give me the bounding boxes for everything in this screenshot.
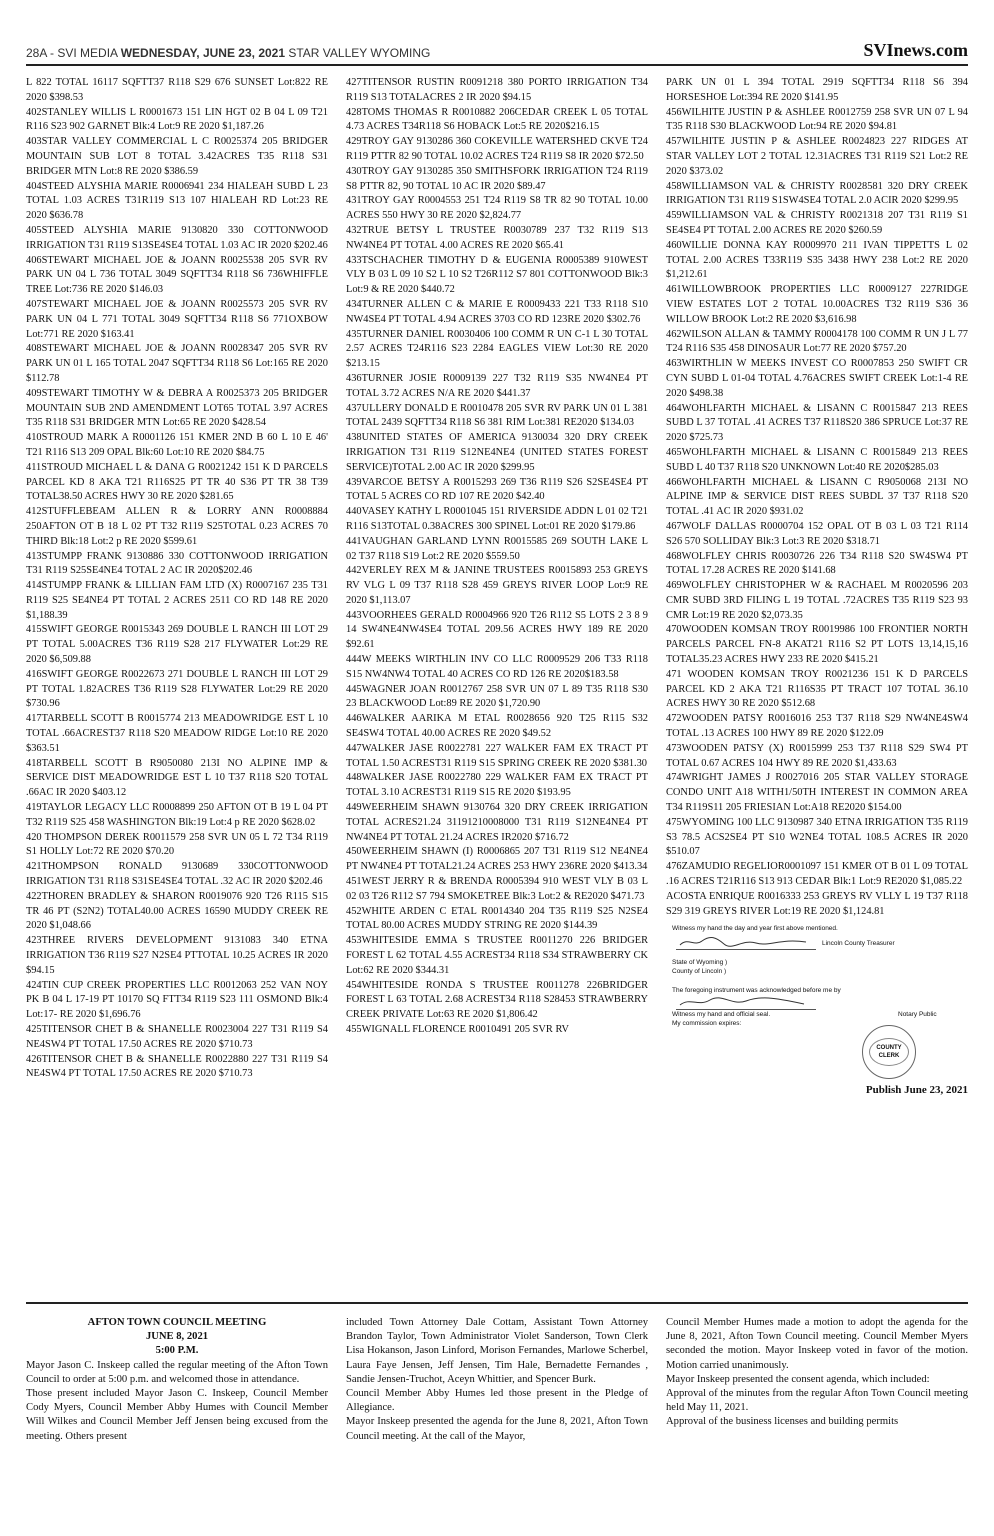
tax-notice-entry: 422THOREN BRADLEY & SHARON R0019076 920 T26 R115 S15 TR 46 PT (S2N2) TOTAL40.00 ACRES 16590 MUDDY CREEK RE 2020 $1,048.66 — [26, 890, 328, 932]
tax-notice-entry: 409STEWART TIMOTHY W & DEBRA A R0025373 205 BRIDGER MOUNTAIN SUB 2ND AMENDMENT LOT65 TOTAL 3.97 ACRES T35 R118 S31 BRIDGER MTN Lot:65 RE 2020 $428.54 — [26, 387, 328, 429]
tax-notice-entry: 410STROUD MARK A R0001126 151 KMER 2ND B 60 L 10 E 46' T21 R116 S13 209 OPAL Blk:60 Lot:10 RE 2020 $84.75 — [26, 432, 328, 458]
tax-notice-entry: 411STROUD MICHAEL L & DANA G R0021242 151 K D PARCELS PARCEL KD 8 AKA T21 R116S25 PT TR 40 S36 PT TR 38 T39 TOTAL38.50 ACRES HWY 30 RE 2020 $281.65 — [26, 461, 328, 503]
tax-notice-entry: 473WOODEN PATSY (X) R0015999 253 T37 R118 S29 SW4 PT TOTAL 0.67 ACRES 104 HWY 89 RE 2020 $1,433.63 — [666, 742, 968, 769]
certificate-acknowledged: The foregoing instrument was acknowledged before me by — [672, 987, 841, 995]
treasurer-certificate — [666, 925, 966, 1075]
tax-notice-entry: 430TROY GAY 9130285 350 SMITHSFORK IRRIGATION T24 R119 S8 PTTR 82, 90 TOTAL 10 AC IR 2020 $89.47 — [346, 165, 648, 192]
tax-notice-entry: 443VOORHEES GERALD R0004966 920 T26 R112 S5 LOTS 2 3 8 9 14 SW4NE4NW4SE4 TOTAL 209.56 ACRES HWY 189 RE 2020 $92.61 — [346, 609, 648, 651]
tax-notice-entry: 467WOLF DALLAS R0000704 152 OPAL OT B 03 L 03 T21 R114 S26 570 SOLLIDAY Blk:3 Lot:3 RE 2020 $318.71 — [666, 520, 968, 547]
tax-notice-entry: 423THREE RIVERS DEVELOPMENT 9131083 340 ETNA IRRIGATION T36 R119 S27 N2SE4 PTTOTAL 10.25 ACRES IR 2020 $94.15 — [26, 935, 328, 976]
tax-notice-entry: 433TSCHACHER TIMOTHY D & EUGENIA R0005389 910WEST VLY B 03 L 09 10 S2 L 10 S2 T26R112 S7 801 COTTONWOOD Blk:3 Lot:9 & RE 2020 $440.72 — [346, 254, 648, 296]
tax-notice-entry: 448WALKER JASE R0022780 229 WALKER FAM EX TRACT PT TOTAL 3.10 ACREST31 R119 S15 RE 2020 $193.95 — [346, 772, 648, 799]
tax-notice-entry: 417TARBELL SCOTT B R0015774 213 MEADOWRIDGE EST L 10 TOTAL .66ACREST37 R118 S20 MEADOW RIDGE Lot:10 RE 2020 $363.51 — [26, 713, 328, 754]
tax-notice-entry: ACOSTA ENRIQUE R0016333 253 GREYS RV VLLY L 19 T37 R118 S29 319 GREYS RIVER Lot:19 RE 2020 $1,124.81 — [666, 890, 968, 917]
tax-notice-entry: 429TROY GAY 9130286 360 COKEVILLE WATERSHED CKVE T24 R119 PTTR 82 90 TOTAL 10.02 ACRES T24 R119 S8 IR 2020 $72.50 — [346, 136, 648, 162]
tax-notice-entry: 419TAYLOR LEGACY LLC R0008899 250 AFTON OT B 19 L 04 PT T32 R119 S25 458 WASHINGTON Blk:19 Lot:4 p RE 2020 $628.02 — [26, 802, 328, 828]
minutes-paragraph: Approval of the business licenses and building permits — [666, 1416, 899, 1428]
header-site-logo: SVInews.com — [863, 40, 968, 60]
minutes-paragraph: Mayor Jason C. Inskeep called the regular meeting of the Afton Town Council to order at 5:00 p.m. and welcomed those in attendance. — [26, 1359, 328, 1385]
notice-column-2 — [346, 76, 648, 1292]
tax-notice-entry: L 822 TOTAL 16117 SQFTT37 R118 S29 676 SUNSET Lot:822 RE 2020 $398.53 — [26, 77, 328, 103]
tax-notice-entry: 471 WOODEN KOMSAN TROY R0021236 151 K D PARCELS PARCEL KD 2 AKA T21 R116S35 PT TRACT 107 TOTAL 36.10 ACRES HWY 30 RE 2020 $512.68 — [666, 668, 968, 710]
meeting-time: 5:00 P.M. — [155, 1345, 199, 1357]
publish-date: Publish June 23, 2021 — [865, 1084, 968, 1097]
tax-notice-entry: 439VARCOE BETSY A R0015293 269 T36 R119 S26 S2SE4SE4 PT TOTAL 5 ACRES CO RD 107 RE 2020 $42.40 — [346, 476, 648, 503]
certificate-commission: My commission expires: — [672, 1020, 742, 1028]
certificate-notary: Notary Public — [898, 1011, 937, 1019]
tax-notice-entry: 455WIGNALL FLORENCE R0010491 205 SVR RV — [346, 1024, 570, 1035]
tax-notice-entry: 458WILLIAMSON VAL & CHRISTY R0028581 320 DRY CREEK IRRIGATION T31 R119 S1SW4SE4 TOTAL 2.0 ACIR 2020 $299.95 — [666, 180, 968, 207]
tax-notice-entry: 427TITENSOR RUSTIN R0091218 380 PORTO IRRIGATION T34 R119 S13 TOTALACRES 2 IR 2020 $94.15 — [346, 77, 648, 103]
tax-notice-entry: 438UNITED STATES OF AMERICA 9130034 320 DRY CREEK IRRIGATION T31 R119 S12NE4NE4 (UNITED STATES FOREST SERVICE)TOTAL 2.00 AC IR 2020 $299.95 — [346, 432, 648, 473]
tax-notice-entry: 442VERLEY REX M & JANINE TRUSTEES R0015893 253 GREYS RV VLG L 09 T37 R118 S28 459 GREYS RIVER LOOP Lot:9 RE 2020 $1,113.07 — [346, 565, 648, 606]
tax-notice-entry: 475WYOMING 100 LLC 9130987 340 ETNA IRRIGATION T35 R119 S3 78.5 ACS2SE4 PT S10 W2NE4 TOTAL 108.5 ACRES IR 2020 $510.07 — [666, 816, 968, 858]
tax-notice-entry: 418TARBELL SCOTT B R9050080 213I NO ALPINE IMP & SERVICE DIST MEADOWRIDGE EST L 10 T37 R118 S20 TOTAL .66AC IR 2020 $403.12 — [26, 757, 328, 799]
tax-notice-entry: 426TITENSOR CHET B & SHANELLE R0022880 227 T31 R119 S4 NE4SW4 PT TOTAL 17.50 ACRES RE 2020 $710.73 — [26, 1053, 328, 1080]
tax-notice-entry: 462WILSON ALLAN & TAMMY R0004178 100 COMM R UN J L 77 T24 R116 S35 458 DINOSAUR Lot:77 RE 2020 $757.20 — [666, 328, 968, 355]
tax-notice-entry: 431TROY GAY R0004553 251 T24 R119 S8 TR 82 90 TOTAL 10.00 ACRES 550 HWY 30 RE 2020 $2,824.77 — [346, 195, 648, 222]
certificate-treasurer: Lincoln County Treasurer — [822, 940, 895, 948]
tax-notice-entry: 466WOHLFARTH MICHAEL & LISANN C R9050068 213I NO ALPINE IMP & SERVICE DIST REES SUBDL 37 T37 R118 S20 TOTAL .41 AC IR 2020 $931.02 — [666, 476, 968, 518]
header-left — [26, 46, 430, 60]
tax-notice-entry: 432TRUE BETSY L TRUSTEE R0030789 237 T32 R119 S13 NW4NE4 PT TOTAL 4.00 ACRES RE 2020 $65.41 — [346, 224, 648, 251]
signature-scribble-icon — [676, 995, 816, 1009]
tax-notice-entry: 403STAR VALLEY COMMERCIAL L C R0025374 205 BRIDGER MOUNTAIN SUB LOT 8 TOTAL 3.42ACRES T35 R118 S31 BRIDGER MTN Lot:8 RE 2020 $386.59 — [26, 136, 328, 177]
minutes-paragraph: Council Member Abby Humes led those present in the Pledge of Allegiance. — [346, 1388, 648, 1414]
tax-notice-entry: 437ULLERY DONALD E R0010478 205 SVR RV PARK UN 01 L 381 TOTAL 2439 SQFTT34 R118 S6 381 RIM Lot:381 RE2020 $134.03 — [346, 402, 648, 429]
tax-notice-entry: 446WALKER AARIKA M ETAL R0028656 920 T25 R115 S32 SE4SW4 TOTAL 40.00 ACRES RE 2020 $49.52 — [346, 713, 648, 740]
tax-notice-entry: 451WEST JERRY R & BRENDA R0005394 910 WEST VLY B 03 L 02 03 T26 R112 S7 794 SMOKETREE Blk:3 Lot:2 & RE2020 $471.73 — [346, 876, 648, 902]
tax-notice-entry: 453WHITESIDE EMMA S TRUSTEE R0011270 226 BRIDGER FOREST L 62 TOTAL 4.55 ACREST34 R118 S34 STRAWBERRY CK Lot:62 RE 2020 $344.31 — [346, 935, 648, 976]
tax-notice-entry: 428TOMS THOMAS R R0010882 206CEDAR CREEK L 05 TOTAL 4.73 ACRES T34R118 S6 HOBACK Lot:5 RE 2020$216.15 — [346, 106, 648, 133]
tax-notice-entry: 434TURNER ALLEN C & MARIE E R0009433 221 T33 R118 S10 NW4SE4 PT TOTAL 4.94 ACRES 3703 CO RD 123RE 2020 $302.76 — [346, 298, 648, 325]
tax-notice-entry: 436TURNER JOSIE R0009139 227 T32 R119 S35 NW4NE4 PT TOTAL 3.72 ACRES N/A RE 2020 $441.37 — [346, 372, 648, 399]
tax-notice-entry: 405STEED ALYSHIA MARIE 9130820 330 COTTONWOOD IRRIGATION T31 R119 S13SE4SE4 TOTAL 1.03 AC IR 2020 $202.46 — [26, 224, 328, 251]
tax-notice-entry: 447WALKER JASE R0022781 227 WALKER FAM EX TRACT PT TOTAL 1.50 ACREST31 R119 S15 SPRING CREEK RE 2020 $381.30 — [346, 742, 648, 769]
tax-notice-entry: 412STUFFLEBEAM ALLEN R & LORRY ANN R0008884 250AFTON OT B 18 L 02 PT T32 R119 S25TOTAL 0.23 ACRES 70 THIRD Blk:18 Lot:2 p RE 2020 $599.61 — [26, 506, 328, 547]
tax-notice-entry: 472WOODEN PATSY R0016016 253 T37 R118 S29 NW4NE4SW4 TOTAL .13 ACRES 100 HWY 89 RE 2020 $122.09 — [666, 713, 968, 740]
tax-notice-entry: 425TITENSOR CHET B & SHANELLE R0023004 227 T31 R119 S4 NE4SW4 PT TOTAL 17.50 ACRES RE 2020 $710.73 — [26, 1024, 328, 1050]
tax-notice-entry: 459WILLIAMSON VAL & CHRISTY R0021318 207 T31 R119 S1 SE4SE4 PT TOTAL 2.00 ACRES RE 2020 $260.59 — [666, 210, 968, 236]
header-date: WEDNESDAY, JUNE 23, 2021 — [120, 46, 286, 60]
tax-notice-entry: 413STUMPP FRANK 9130886 330 COTTONWOOD IRRIGATION T31 R119 S25SE4NE4 TOTAL 2 AC IR 2020$202.46 — [26, 550, 328, 577]
notice-column-1 — [26, 76, 328, 1292]
meeting-title: AFTON TOWN COUNCIL MEETING — [87, 1317, 267, 1328]
minutes-column-2 — [346, 1316, 648, 1526]
certificate-official-seal: Witness my hand and official seal. — [672, 1011, 771, 1019]
minutes-paragraph: Mayor Inskeep presented the consent agenda, which included: — [666, 1373, 930, 1385]
minutes-paragraph: Approval of the minutes from the regular Afton Town Council meeting held May 11, 2021. — [666, 1388, 968, 1414]
minutes-column-1 — [26, 1316, 328, 1526]
tax-notice-entry: 444W MEEKS WIRTHLIN INV CO LLC R0009529 206 T33 R118 S15 NW4NW4 TOTAL 40 ACRES CO RD 126 RE 2020$183.58 — [346, 654, 648, 680]
tax-notice-entry: 406STEWART MICHAEL JOE & JOANN R0025538 205 SVR RV PARK UN 04 L 736 TOTAL 3049 SQFTT34 R118 S6 736WHIFFLE TREE Lot:736 RE 2020 $146.03 — [26, 254, 328, 296]
tax-notice-entry: 469WOLFLEY CHRISTOPHER W & RACHAEL M R0020596 203 CMR SUBD 3RD FILING L 19 TOTAL .72ACRES T35 R119 S23 93 CMR Lot:19 RE 2020 $2,073.35 — [666, 580, 968, 621]
tax-notice-entry: 461WILLOWBROOK PROPERTIES LLC R0009127 227RIDGE VIEW ESTATES LOT 2 TOTAL 10.00ACRES T32 R119 S36 36 WILLOW BROOK Lot:2 RE 2020 $3,616.98 — [666, 284, 968, 325]
tax-notice-entry: 415SWIFT GEORGE R0015343 269 DOUBLE L RANCH III LOT 29 PT TOTAL 5.00ACRES T36 R119 S28 217 FLYWATER Lot:29 RE 2020 $6,509.88 — [26, 624, 328, 666]
tax-notice-entry: 474WRIGHT JAMES J R0027016 205 STAR VALLEY STORAGE CONDO UNIT A18 WITH1/50TH INTEREST IN COMMON AREA T34 R119S11 205 FRIESIAN Lot:A18 RE2020 $154.00 — [666, 772, 968, 814]
tax-notice-entry: 420 THOMPSON DEREK R0011579 258 SVR UN 05 L 72 T34 R119 S1 HOLLY Lot:72 RE 2020 $70.20 — [26, 831, 328, 858]
tax-notice-entry: 424TIN CUP CREEK PROPERTIES LLC R0012063 252 VAN NOY PK B 04 L 17-19 PT 10170 SQ FTT34 R119 S23 111 OSMOND Blk:4 Lot:17- RE 2020 $1,696.76 — [26, 979, 328, 1021]
tax-notice-entry: 449WEERHEIM SHAWN 9130764 320 DRY CREEK IRRIGATION TOTAL ACRES21.24 31191210008000 T31 R119 S12NE4NE4 PT NW4NE4 PT TOTAL 21.24 ACRES IR2020 $716.72 — [346, 802, 648, 843]
tax-notice-entry: 470WOODEN KOMSAN TROY R0019986 100 FRONTIER NORTH PARCELS PARCEL FN-8 AKAT21 R116 S2 PT LOTS 13,14,15,16 TOTAL35.23 ACRES HWY 233 RE 2020 $415.21 — [666, 624, 968, 666]
tax-notice-entry: 414STUMPP FRANK & LILLIAN FAM LTD (X) R0007167 235 T31 R119 S25 SE4NE4 PT TOTAL 2 ACRES 2511 CO RD 148 RE 2020 $1,188.39 — [26, 580, 328, 621]
minutes-paragraph: Mayor Inskeep presented the agenda for the June 8, 2021, Afton Town Council meeting. At the call of the Mayor, — [346, 1416, 648, 1442]
minutes-paragraph: Those present included Mayor Jason C. Inskeep, Council Member Cody Myers, Council Member Abby Humes with Council Member Will Wilkes and Council Member Jeff Jensen being excused from the meeting. Others present — [26, 1388, 328, 1442]
tax-notice-entry: 441VAUGHAN GARLAND LYNN R0015585 269 SOUTH LAKE L 02 T37 R118 S19 Lot:2 RE 2020 $559.50 — [346, 535, 648, 562]
county-seal-icon — [862, 1025, 916, 1079]
tax-notice-entry: 476ZAMUDIO REGELIOR0001097 151 KMER OT B 01 L 09 TOTAL .16 ACRES T21R116 S13 913 CEDAR Blk:1 Lot:9 RE2020 $1,085.22 — [666, 861, 968, 888]
tax-notice-entry: 460WILLIE DONNA KAY R0009970 211 IVAN TIPPETTS L 02 TOTAL 2.00 ACRES T33R119 S35 3438 HWY 238 Lot:2 RE 2020 $1,212.61 — [666, 239, 968, 281]
notice-column-3 — [666, 76, 968, 1292]
tax-notice-entry: 408STEWART MICHAEL JOE & JOANN R0028347 205 SVR RV PARK UN 01 L 165 TOTAL 2047 SQFTT34 R118 S6 Lot:165 RE 2020 $112.78 — [26, 343, 328, 384]
tax-notice-entry: 464WOHLFARTH MICHAEL & LISANN C R0015847 213 REES SUBD L 37 TOTAL .41 ACRES T37 R118S20 386 SPRUCE Lot:37 RE 2020 $725.73 — [666, 402, 968, 444]
tax-notice-entry: 435TURNER DANIEL R0030406 100 COMM R UN C-1 L 30 TOTAL 2.57 ACRES T24R116 S23 2284 EAGLES VIEW Lot:30 RE 2020 $213.15 — [346, 328, 648, 370]
tax-notice-entry: 463WIRTHLIN W MEEKS INVEST CO R0007853 250 SWIFT CR CYN SUBD L 01-04 TOTAL 4.76ACRES SWIFT CREEK Lot:1-4 RE 2020 $498.38 — [666, 358, 968, 399]
tax-notice-entry: 407STEWART MICHAEL JOE & JOANN R0025573 205 SVR RV PARK UN 04 L 771 TOTAL 3049 SQFTT34 R118 S6 771OXBOW Lot:771 RE 2020 $163.41 — [26, 298, 328, 340]
tax-notice-entry: PARK UN 01 L 394 TOTAL 2919 SQFTT34 R118 S6 394 HORSESHOE Lot:394 RE 2020 $141.95 — [666, 77, 968, 103]
tax-notice-entry: 404STEED ALYSHIA MARIE R0006941 234 HIALEAH SUBD L 23 TOTAL 1.03 ACRES T31R119 S13 107 HIALEAH RD Lot:23 RE 2020 $636.78 — [26, 180, 328, 222]
minutes-paragraph: Council Member Humes made a motion to adopt the agenda for the June 8, 2021, Afton Town Council meeting. Council Member Myers seconded the motion. Mayor Inskeep voted in favor of the motion. Motion carried unanimously. — [666, 1317, 968, 1371]
treasurer-signature — [676, 935, 816, 950]
tax-notice-entry: 457WILHITE JUSTIN P & ASHLEE R0024823 227 RIDGES AT STAR VALLEY LOT 2 TOTAL 12.31ACRES T31 R119 S21 Lot:2 RE 2020 $373.02 — [666, 136, 968, 177]
header-section: 28A - SVI MEDIA — [26, 46, 118, 60]
tax-notice-entry: 445WAGNER JOAN R0012767 258 SVR UN 07 L 89 T35 R118 S30 23 BLACKWOOD Lot:89 RE 2020 $1,720.90 — [346, 683, 648, 710]
tax-notice-entry: 452WHITE ARDEN C ETAL R0014340 204 T35 R119 S25 N2SE4 TOTAL 80.00 ACRES MUDDY STRING RE 2020 $144.39 — [346, 905, 648, 932]
tax-notice-entry: 456WILHITE JUSTIN P & ASHLEE R0012759 258 SVR UN 07 L 94 T35 R118 S30 BLACKWOOD Lot:94 RE 2020 $94.81 — [666, 106, 968, 133]
afton-town-council-minutes — [26, 1316, 968, 1526]
tax-notice-entry: 454WHITESIDE RONDA S TRUSTEE R0011278 226BRIDGER FOREST L 63 TOTAL 2.68 ACREST34 R118 S28453 STRAWBERRY CREEK PRIVATE Lot:63 RE 2020 $1,806.42 — [346, 979, 648, 1021]
meeting-date: JUNE 8, 2021 — [145, 1331, 209, 1343]
seal-label: COUNTY CLERK — [869, 1038, 909, 1066]
acknowledger-signature — [676, 995, 816, 1010]
notice-column-3-list — [666, 76, 968, 919]
minutes-paragraph: included Town Attorney Dale Cottam, Assistant Town Attorney Brandon Taylor, Town Administrator Violet Sanderson, Town Clerk Lisa Hokanson, Jason Linford, Morison Fernandes, Marlowe Scherbel, Laura Faye Jensen, Jeff Jensen, Tim Hale, Bernadette Fernandes , Sandie Jensen-Truchot, Aceyn Whittier, and Spencer Burk. — [346, 1317, 648, 1385]
tax-notice-entry: 416SWIFT GEORGE R0022673 271 DOUBLE L RANCH III LOT 29 PT TOTAL 1.82ACRES T36 R119 S28 FLYWATER Lot:29 RE 2020 $730.96 — [26, 668, 328, 710]
signature-scribble-icon — [676, 935, 816, 949]
section-divider — [26, 1302, 968, 1304]
page-header — [26, 40, 968, 66]
tax-notice-entry: 421THOMPSON RONALD 9130689 330COTTONWOOD IRRIGATION T31 R118 S31SE4SE4 TOTAL .32 AC IR 2020 $202.46 — [26, 861, 328, 888]
tax-notice-entry: 465WOHLFARTH MICHAEL & LISANN C R0015849 213 REES SUBD L 40 T37 R118 S20 UNKNOWN Lot:40 RE 2020$285.03 — [666, 446, 968, 473]
tax-notice-entry: 450WEERHEIM SHAWN (I) R0006865 207 T31 R119 S12 NE4NE4 PT NW4NE4 PT TOTAL21.24 ACRES 253 HWY 236RE 2020 $413.34 — [346, 846, 648, 873]
legal-notice-columns — [26, 76, 968, 1292]
tax-notice-entry: 468WOLFLEY CHRIS R0030726 226 T34 R118 S20 SW4SW4 PT TOTAL 17.28 ACRES RE 2020 $141.68 — [666, 550, 968, 577]
certificate-county: County of Lincoln ) — [672, 968, 727, 976]
header-location: STAR VALLEY WYOMING — [288, 46, 431, 60]
certificate-witness: Witness my hand the day and year first above mentioned. — [672, 925, 838, 933]
certificate-state: State of Wyoming ) — [672, 959, 728, 967]
tax-notice-entry: 402STANLEY WILLIS L R0001673 151 LIN HGT 02 B 04 L 09 T21 R116 S23 902 GARNET Blk:4 Lot:9 RE 2020 $1,187.26 — [26, 106, 328, 133]
minutes-column-3 — [666, 1316, 968, 1526]
tax-notice-entry: 440VASEY KATHY L R0001045 151 RIVERSIDE ADDN L 01 02 T21 R116 S13TOTAL 0.38ACRES 300 SPINEL Lot:01 RE 2020 $179.86 — [346, 506, 648, 532]
